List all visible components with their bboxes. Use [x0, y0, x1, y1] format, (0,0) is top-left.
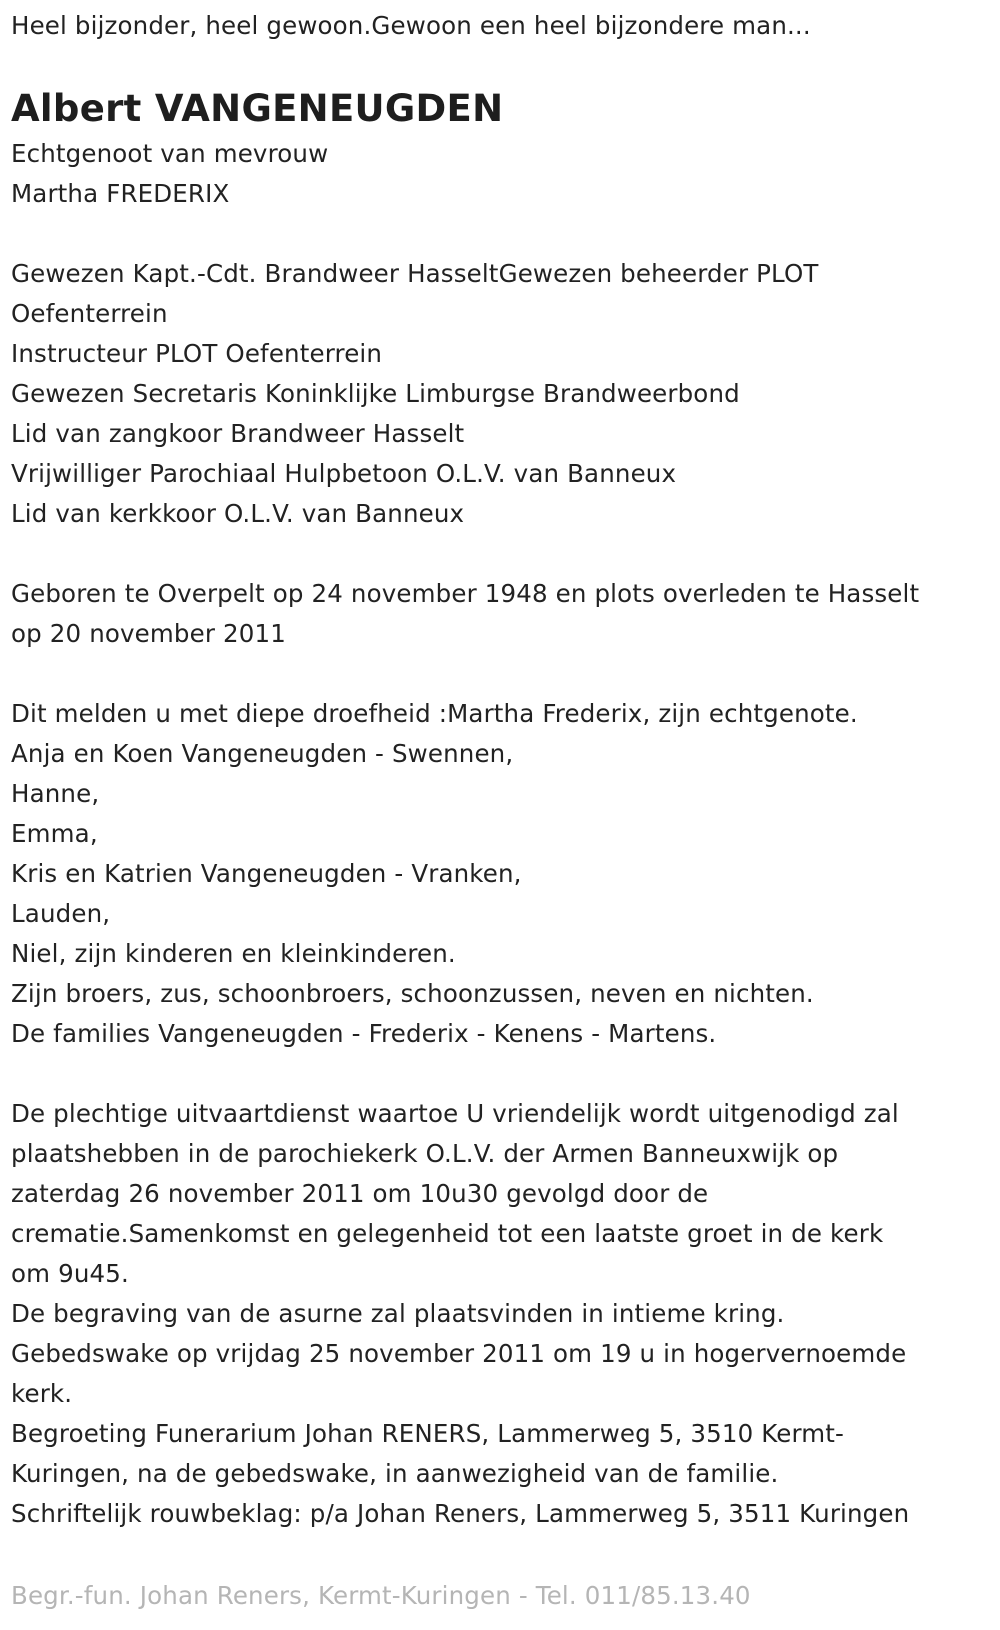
family-line: Anja en Koen Vangeneugden - Swennen,	[11, 739, 514, 768]
funeral-home-footer: Begr.-fun. Johan Reners, Kermt-Kuringen - Tel. 011/85.13.40	[11, 1581, 751, 1610]
spacer	[11, 534, 996, 574]
function-line: Lid van kerkkoor O.L.V. van Banneux	[11, 499, 465, 528]
spacer	[11, 1054, 996, 1094]
family-line: Hanne,	[11, 779, 100, 808]
family-line: Emma,	[11, 819, 98, 848]
function-line: Oefenterrein	[11, 299, 168, 328]
function-line: Lid van zangkoor Brandweer Hasselt	[11, 419, 465, 448]
service-line: kerk.	[11, 1379, 73, 1408]
service-line: plaatshebben in de parochiekerk O.L.V. der Armen Banneuxwijk op	[11, 1139, 839, 1168]
family-line: Zijn broers, zus, schoonbroers, schoonzussen, neven en nichten.	[11, 979, 814, 1008]
family-line: Dit melden u met diepe droefheid :Martha Frederix, zijn echtgenote.	[11, 699, 858, 728]
service-line: zaterdag 26 november 2011 om 10u30 gevolgd door de	[11, 1179, 709, 1208]
function-line: Vrijwilliger Parochiaal Hulpbetoon O.L.V. van Banneux	[11, 459, 677, 488]
service-line: De begraving van de asurne zal plaatsvinden in intieme kring.	[11, 1299, 785, 1328]
deceased-name: Albert VANGENEUGDEN	[11, 87, 504, 130]
function-line: Instructeur PLOT Oefenterrein	[11, 339, 383, 368]
birth-death-paragraph	[11, 574, 996, 654]
spouse-line-2: Martha FREDERIX	[11, 179, 230, 208]
service-line: Gebedswake op vrijdag 25 november 2011 om 19 u in hogervernoemde	[11, 1339, 907, 1368]
service-line: De plechtige uitvaartdienst waartoe U vriendelijk wordt uitgenodigd zal	[11, 1099, 899, 1128]
function-line: Gewezen Kapt.-Cdt. Brandweer HasseltGewezen beheerder PLOT	[11, 259, 819, 288]
birth-death-line: Geboren te Overpelt op 24 november 1948 en plots overleden te Hasselt	[11, 579, 920, 608]
birth-death-line: op 20 november 2011	[11, 619, 286, 648]
spacer	[11, 654, 996, 694]
service-line: Begroeting Funerarium Johan RENERS, Lammerweg 5, 3510 Kermt-	[11, 1419, 845, 1448]
family-line: Niel, zijn kinderen en kleinkinderen.	[11, 939, 456, 968]
service-line: Schriftelijk rouwbeklag: p/a Johan Reners, Lammerweg 5, 3511 Kuringen	[11, 1499, 910, 1528]
function-line: Gewezen Secretaris Koninklijke Limburgse Brandweerbond	[11, 379, 740, 408]
functions-list	[11, 254, 996, 534]
obituary-notice	[11, 6, 996, 1534]
service-line: om 9u45.	[11, 1259, 129, 1288]
tagline: Heel bijzonder, heel gewoon.Gewoon een heel bijzondere man...	[11, 11, 811, 40]
family-line: Kris en Katrien Vangeneugden - Vranken,	[11, 859, 522, 888]
service-line: Kuringen, na de gebedswake, in aanwezigheid van de familie.	[11, 1459, 779, 1488]
spouse-line-1: Echtgenoot van mevrouw	[11, 139, 329, 168]
service-details	[11, 1094, 996, 1534]
family-line: Lauden,	[11, 899, 111, 928]
family-list	[11, 694, 996, 1054]
spacer	[11, 214, 996, 254]
service-line: crematie.Samenkomst en gelegenheid tot een laatste groet in de kerk	[11, 1219, 884, 1248]
family-line: De families Vangeneugden - Frederix - Kenens - Martens.	[11, 1019, 717, 1048]
